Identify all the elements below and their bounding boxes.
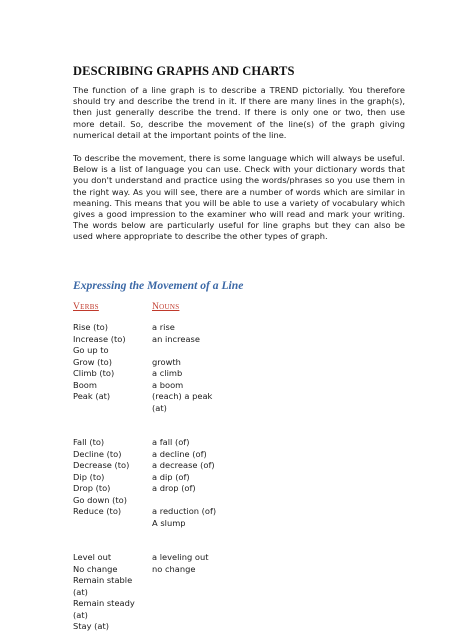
- noun-cell: a decrease (of): [152, 460, 215, 470]
- vocab-row: [73, 449, 413, 461]
- noun-cell: a fall (of): [152, 437, 190, 447]
- vocab-row: [73, 587, 413, 599]
- verb-cell: Decrease (to): [73, 460, 130, 470]
- vocab-row: [73, 541, 413, 553]
- verb-cell: Drop (to): [73, 483, 111, 493]
- vocab-row: [73, 552, 413, 564]
- noun-cell: an increase: [152, 333, 200, 344]
- vocab-row: [73, 426, 413, 438]
- vocab-row: [73, 495, 413, 507]
- vocab-row: [73, 518, 413, 530]
- noun-cell: a rise: [152, 322, 175, 332]
- noun-cell: growth: [152, 356, 181, 367]
- noun-cell: a climb: [152, 368, 183, 378]
- noun-cell: A slump: [152, 517, 186, 528]
- vocab-row: [73, 322, 413, 334]
- vocab-row: [73, 345, 413, 357]
- vocab-row: [73, 357, 413, 369]
- noun-cell: a decline (of): [152, 448, 207, 459]
- verb-cell: Go up to: [73, 345, 109, 355]
- noun-cell: a dip (of): [152, 471, 190, 482]
- nouns-column-header: Nouns: [152, 302, 180, 312]
- verb-cell: (at): [73, 586, 88, 597]
- noun-cell: a drop (of): [152, 483, 196, 493]
- verb-cell: (at): [73, 609, 88, 620]
- vocab-row: [73, 334, 413, 346]
- verb-cell: Boom: [73, 379, 97, 390]
- verb-cell: Level out: [73, 552, 112, 562]
- vocabulary-list: [73, 322, 413, 633]
- vocab-row: [73, 506, 413, 518]
- noun-cell: a leveling out: [152, 552, 209, 562]
- vocab-row: [73, 391, 413, 403]
- verb-cell: Decline (to): [73, 448, 122, 459]
- language-paragraph: To describe the movement, there is some language which will always be useful. Below is a list of language you can use. Check with your dictionary words that you don't understand and practice using the words/phrases so you use them in the right way. As you will see, there are a number of words which are similar in meaning. This means that you will be able to use a variety of vocabulary which gives a good impression to the examiner who will read and mark your writing. The words below are particularly useful for line graphs but they can also be used where appropriate to describe the other types of graph.: [73, 153, 405, 242]
- noun-cell: no change: [152, 563, 196, 574]
- verbs-column-header: Verbs: [73, 302, 99, 312]
- verb-cell: Dip (to): [73, 471, 105, 482]
- noun-cell: a boom: [152, 379, 184, 390]
- verb-cell: Climb (to): [73, 368, 115, 378]
- vocab-row: [73, 403, 413, 415]
- verb-cell: Fall (to): [73, 437, 105, 447]
- verb-cell: Remain stable: [73, 575, 133, 585]
- verb-cell: Rise (to): [73, 322, 108, 332]
- vocab-row: [73, 368, 413, 380]
- vocab-row: [73, 472, 413, 484]
- vocab-row: [73, 380, 413, 392]
- vocab-row: [73, 575, 413, 587]
- vocab-row: [73, 414, 413, 426]
- vocab-row: [73, 598, 413, 610]
- verb-cell: Grow (to): [73, 356, 112, 367]
- section-heading: Expressing the Movement of a Line: [73, 279, 244, 292]
- vocab-row: [73, 483, 413, 495]
- intro-paragraph: The function of a line graph is to describe a TREND pictorially. You therefore should try and describe the trend in it. If there are many lines in the graph(s), then just generally describe the trend. If there is only one or two, then use more detail. So, describe the movement of the line(s) of the graph giving numerical detail at the important points of the line.: [73, 85, 405, 140]
- noun-cell: (at): [152, 402, 167, 413]
- vocab-row: [73, 460, 413, 472]
- verb-cell: Peak (at): [73, 391, 111, 401]
- noun-cell: (reach) a peak: [152, 391, 213, 401]
- vocab-row: [73, 437, 413, 449]
- vocab-row: [73, 610, 413, 622]
- verb-cell: No change: [73, 563, 118, 574]
- vocab-row: [73, 621, 413, 633]
- verb-cell: Stay (at): [73, 621, 109, 631]
- page-title: DESCRIBING GRAPHS AND CHARTS: [73, 64, 295, 78]
- verb-cell: Increase (to): [73, 333, 126, 344]
- vocab-row: [73, 564, 413, 576]
- vocab-row: [73, 529, 413, 541]
- verb-cell: Reduce (to): [73, 506, 122, 516]
- verb-cell: Remain steady: [73, 598, 135, 608]
- noun-cell: a reduction (of): [152, 506, 217, 516]
- verb-cell: Go down (to): [73, 494, 127, 505]
